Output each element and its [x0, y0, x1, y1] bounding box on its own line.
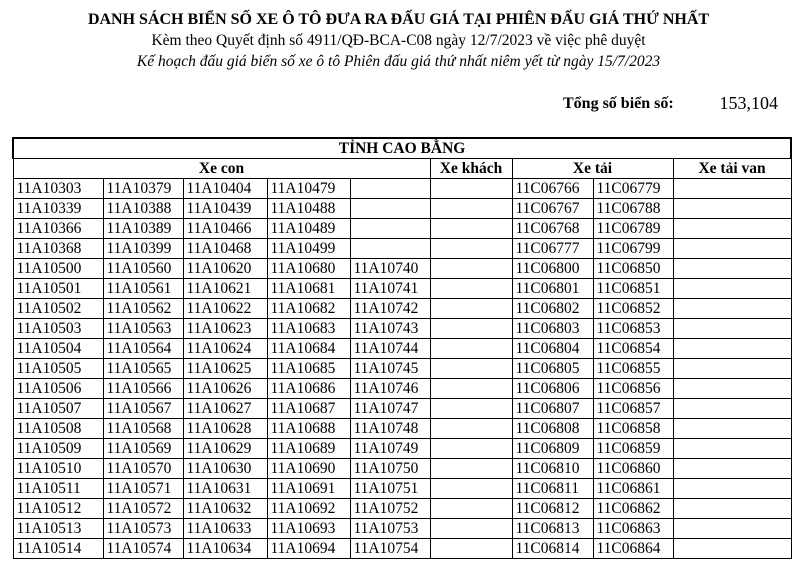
plate-number-cell: 11C06766: [512, 179, 593, 199]
plate-number-cell: 11C06802: [512, 299, 593, 319]
table-row: [13, 459, 791, 479]
plate-number-cell: [673, 299, 791, 319]
plate-number-cell: 11A10625: [183, 359, 267, 379]
plate-number-cell: 11A10504: [13, 339, 103, 359]
plate-number-cell: 11A10622: [183, 299, 267, 319]
plate-number-cell: 11A10513: [13, 519, 103, 539]
column-header-xe-khach: Xe khách: [430, 159, 512, 179]
plate-number-cell: [673, 279, 791, 299]
plate-number-cell: [673, 259, 791, 279]
plate-number-cell: 11C06863: [593, 519, 673, 539]
plate-number-cell: 11A10628: [183, 419, 267, 439]
plate-number-cell: 11C06768: [512, 219, 593, 239]
document-title: DANH SÁCH BIỂN SỐ XE Ô TÔ ĐƯA RA ĐẤU GIÁ TẠI PHIÊN ĐẤU GIÁ THỨ NHẤT: [87, 11, 710, 28]
plate-number-cell: [673, 539, 791, 559]
table-row: [13, 539, 791, 559]
plate-number-cell: 11A10631: [183, 479, 267, 499]
plate-number-cell: 11C06805: [512, 359, 593, 379]
plate-number-cell: 11A10511: [13, 479, 103, 499]
plate-number-cell: [673, 339, 791, 359]
plate-number-cell: 11A10564: [103, 339, 183, 359]
plate-number-cell: 11C06807: [512, 399, 593, 419]
plate-number-cell: 11A10507: [13, 399, 103, 419]
plate-number-cell: 11C06854: [593, 339, 673, 359]
table-row: [13, 299, 791, 319]
plate-number-cell: [430, 299, 512, 319]
plate-number-cell: 11A10571: [103, 479, 183, 499]
plate-number-cell: [430, 519, 512, 539]
plate-number-cell: 11A10388: [103, 199, 183, 219]
plate-number-cell: 11A10399: [103, 239, 183, 259]
plate-number-cell: 11A10561: [103, 279, 183, 299]
plate-number-cell: 11A10565: [103, 359, 183, 379]
plate-number-cell: [430, 259, 512, 279]
plate-number-cell: [430, 499, 512, 519]
plate-number-cell: 11A10750: [350, 459, 430, 479]
plate-number-cell: [673, 359, 791, 379]
plate-number-cell: 11C06860: [593, 459, 673, 479]
table-row: [13, 219, 791, 239]
plate-number-cell: [673, 499, 791, 519]
plate-number-cell: 11A10748: [350, 419, 430, 439]
table-row: [13, 479, 791, 499]
plate-list-table: [12, 137, 792, 559]
plate-number-cell: 11C06811: [512, 479, 593, 499]
plate-number-cell: 11C06852: [593, 299, 673, 319]
plate-number-cell: 11C06804: [512, 339, 593, 359]
plate-number-cell: 11A10751: [350, 479, 430, 499]
plate-number-cell: 11C06808: [512, 419, 593, 439]
plate-number-cell: 11C06800: [512, 259, 593, 279]
plate-number-cell: 11C06864: [593, 539, 673, 559]
plate-number-cell: 11A10368: [13, 239, 103, 259]
plate-number-cell: 11C06858: [593, 419, 673, 439]
plate-number-cell: 11C06857: [593, 399, 673, 419]
plate-number-cell: 11A10745: [350, 359, 430, 379]
plate-number-cell: 11A10379: [103, 179, 183, 199]
plate-number-cell: 11A10567: [103, 399, 183, 419]
plate-number-cell: 11A10694: [267, 539, 350, 559]
plate-number-cell: 11A10746: [350, 379, 430, 399]
plate-number-cell: 11A10572: [103, 499, 183, 519]
plate-number-cell: 11C06799: [593, 239, 673, 259]
table-row: [13, 279, 791, 299]
plate-number-cell: 11A10468: [183, 239, 267, 259]
plate-number-cell: 11C06814: [512, 539, 593, 559]
plate-number-cell: 11C06851: [593, 279, 673, 299]
plate-number-cell: 11A10509: [13, 439, 103, 459]
plate-number-cell: [350, 179, 430, 199]
plate-number-cell: [430, 199, 512, 219]
plate-number-cell: 11A10562: [103, 299, 183, 319]
plate-number-cell: [430, 179, 512, 199]
plate-number-cell: 11A10505: [13, 359, 103, 379]
plate-number-cell: [430, 359, 512, 379]
plate-number-cell: [673, 379, 791, 399]
plate-number-cell: 11A10512: [13, 499, 103, 519]
plate-number-cell: 11C06861: [593, 479, 673, 499]
plate-number-cell: 11C06801: [512, 279, 593, 299]
plate-number-cell: 11A10632: [183, 499, 267, 519]
plate-number-cell: 11A10570: [103, 459, 183, 479]
vehicle-type-header-row: [13, 159, 791, 179]
plate-number-cell: 11C06813: [512, 519, 593, 539]
plate-number-cell: 11A10404: [183, 179, 267, 199]
plate-number-cell: 11A10744: [350, 339, 430, 359]
plate-number-cell: [673, 459, 791, 479]
plate-number-cell: 11A10620: [183, 259, 267, 279]
plate-number-cell: 11C06859: [593, 439, 673, 459]
plate-number-cell: 11A10692: [267, 499, 350, 519]
plate-number-cell: 11A10742: [350, 299, 430, 319]
plate-number-cell: 11A10560: [103, 259, 183, 279]
table-row: [13, 519, 791, 539]
plate-number-cell: [430, 339, 512, 359]
plate-number-cell: 11A10627: [183, 399, 267, 419]
plate-number-cell: 11C06803: [512, 319, 593, 339]
plate-number-cell: 11A10499: [267, 239, 350, 259]
plate-number-cell: 11A10743: [350, 319, 430, 339]
plate-number-cell: 11A10684: [267, 339, 350, 359]
plate-number-cell: 11C06862: [593, 499, 673, 519]
plate-number-cell: [673, 179, 791, 199]
plate-number-cell: 11A10685: [267, 359, 350, 379]
plate-number-cell: 11C06767: [512, 199, 593, 219]
plate-number-cell: 11C06806: [512, 379, 593, 399]
plate-number-cell: 11A10510: [13, 459, 103, 479]
plate-number-cell: 11A10502: [13, 299, 103, 319]
plate-number-cell: 11C06853: [593, 319, 673, 339]
plate-number-cell: 11A10683: [267, 319, 350, 339]
plate-number-cell: [430, 459, 512, 479]
table-row: [13, 399, 791, 419]
plate-number-cell: [673, 319, 791, 339]
plate-number-cell: 11A10506: [13, 379, 103, 399]
total-plates-value: 153,104: [719, 93, 778, 113]
table-row: [13, 339, 791, 359]
column-header-xe-con: Xe con: [13, 159, 430, 179]
table-row: [13, 239, 791, 259]
plate-number-cell: 11A10501: [13, 279, 103, 299]
plate-number-cell: 11C06789: [593, 219, 673, 239]
plate-number-cell: [430, 279, 512, 299]
plate-number-cell: 11A10563: [103, 319, 183, 339]
plate-number-cell: [673, 519, 791, 539]
plate-number-cell: 11A10569: [103, 439, 183, 459]
plate-number-cell: [673, 479, 791, 499]
document-subtitle-italic: Kế hoạch đấu giá biển số xe ô tô Phiên đấu giá thứ nhất niêm yết từ ngày 15/7/2023: [136, 53, 661, 70]
table-row: [13, 319, 791, 339]
plate-number-cell: 11C06855: [593, 359, 673, 379]
plate-number-cell: 11A10514: [13, 539, 103, 559]
plate-number-cell: 11A10633: [183, 519, 267, 539]
plate-number-cell: 11A10500: [13, 259, 103, 279]
plate-number-cell: [430, 319, 512, 339]
plate-number-cell: 11A10366: [13, 219, 103, 239]
plate-number-cell: 11C06809: [512, 439, 593, 459]
table-row: [13, 379, 791, 399]
plate-number-cell: 11A10489: [267, 219, 350, 239]
plate-number-cell: 11A10689: [267, 439, 350, 459]
plate-number-cell: [430, 439, 512, 459]
plate-number-cell: [430, 239, 512, 259]
plate-number-cell: 11A10624: [183, 339, 267, 359]
plate-number-cell: 11C06810: [512, 459, 593, 479]
plate-number-cell: 11A10753: [350, 519, 430, 539]
plate-number-cell: [673, 219, 791, 239]
plate-number-cell: 11A10466: [183, 219, 267, 239]
plate-number-cell: 11A10686: [267, 379, 350, 399]
document-subtitle: Kèm theo Quyết định số 4911/QĐ-BCA-C08 ngày 12/7/2023 về việc phê duyệt: [151, 32, 646, 49]
column-header-xe-tai-van: Xe tải van: [673, 159, 791, 179]
table-row: [13, 419, 791, 439]
plate-number-cell: 11A10503: [13, 319, 103, 339]
plate-number-cell: 11C06779: [593, 179, 673, 199]
plate-number-cell: 11A10680: [267, 259, 350, 279]
plate-number-cell: 11A10439: [183, 199, 267, 219]
plate-number-cell: 11C06777: [512, 239, 593, 259]
plate-number-cell: 11A10488: [267, 199, 350, 219]
plate-number-cell: 11A10630: [183, 459, 267, 479]
plate-number-cell: 11C06788: [593, 199, 673, 219]
plate-number-cell: 11A10623: [183, 319, 267, 339]
plate-number-cell: 11C06812: [512, 499, 593, 519]
plate-number-cell: 11A10691: [267, 479, 350, 499]
plate-number-cell: 11A10574: [103, 539, 183, 559]
plate-number-cell: 11A10621: [183, 279, 267, 299]
plate-number-cell: [430, 399, 512, 419]
plate-number-cell: [430, 539, 512, 559]
plate-number-cell: [430, 419, 512, 439]
plate-number-cell: 11A10740: [350, 259, 430, 279]
plate-number-cell: [673, 399, 791, 419]
plate-number-cell: 11A10568: [103, 419, 183, 439]
plate-number-cell: 11A10749: [350, 439, 430, 459]
table-row: [13, 259, 791, 279]
plate-number-cell: 11A10682: [267, 299, 350, 319]
plate-number-cell: 11A10508: [13, 419, 103, 439]
plate-number-cell: 11A10626: [183, 379, 267, 399]
plate-number-cell: 11A10688: [267, 419, 350, 439]
plate-number-cell: [673, 199, 791, 219]
plate-number-cell: 11C06856: [593, 379, 673, 399]
plate-number-cell: 11A10479: [267, 179, 350, 199]
plate-number-cell: [350, 199, 430, 219]
plate-number-cell: 11A10303: [13, 179, 103, 199]
plate-number-cell: 11A10752: [350, 499, 430, 519]
plate-number-cell: [430, 379, 512, 399]
plate-number-cell: 11A10687: [267, 399, 350, 419]
plate-number-cell: [673, 419, 791, 439]
plate-number-cell: [430, 219, 512, 239]
plate-number-cell: 11A10389: [103, 219, 183, 239]
plate-number-cell: 11A10690: [267, 459, 350, 479]
plate-number-cell: [430, 479, 512, 499]
table-row: [13, 199, 791, 219]
plate-number-cell: 11A10681: [267, 279, 350, 299]
plate-number-cell: 11A10566: [103, 379, 183, 399]
plate-number-cell: [350, 219, 430, 239]
plate-number-cell: [673, 239, 791, 259]
table-row: [13, 179, 791, 199]
plate-number-cell: 11C06850: [593, 259, 673, 279]
province-header-row: [13, 138, 791, 159]
plate-number-cell: 11A10634: [183, 539, 267, 559]
table-row: [13, 439, 791, 459]
column-header-xe-tai: Xe tải: [512, 159, 673, 179]
plate-number-cell: 11A10693: [267, 519, 350, 539]
table-row: [13, 499, 791, 519]
total-plates-label: Tổng số biển số:: [563, 95, 674, 112]
plate-number-cell: [350, 239, 430, 259]
plate-number-cell: 11A10573: [103, 519, 183, 539]
province-name: TỈNH CAO BẰNG: [13, 138, 791, 159]
table-row: [13, 359, 791, 379]
plate-number-cell: 11A10741: [350, 279, 430, 299]
plate-number-cell: 11A10747: [350, 399, 430, 419]
plate-number-cell: 11A10339: [13, 199, 103, 219]
plate-number-cell: 11A10629: [183, 439, 267, 459]
plate-number-cell: 11A10754: [350, 539, 430, 559]
plate-number-cell: [673, 439, 791, 459]
